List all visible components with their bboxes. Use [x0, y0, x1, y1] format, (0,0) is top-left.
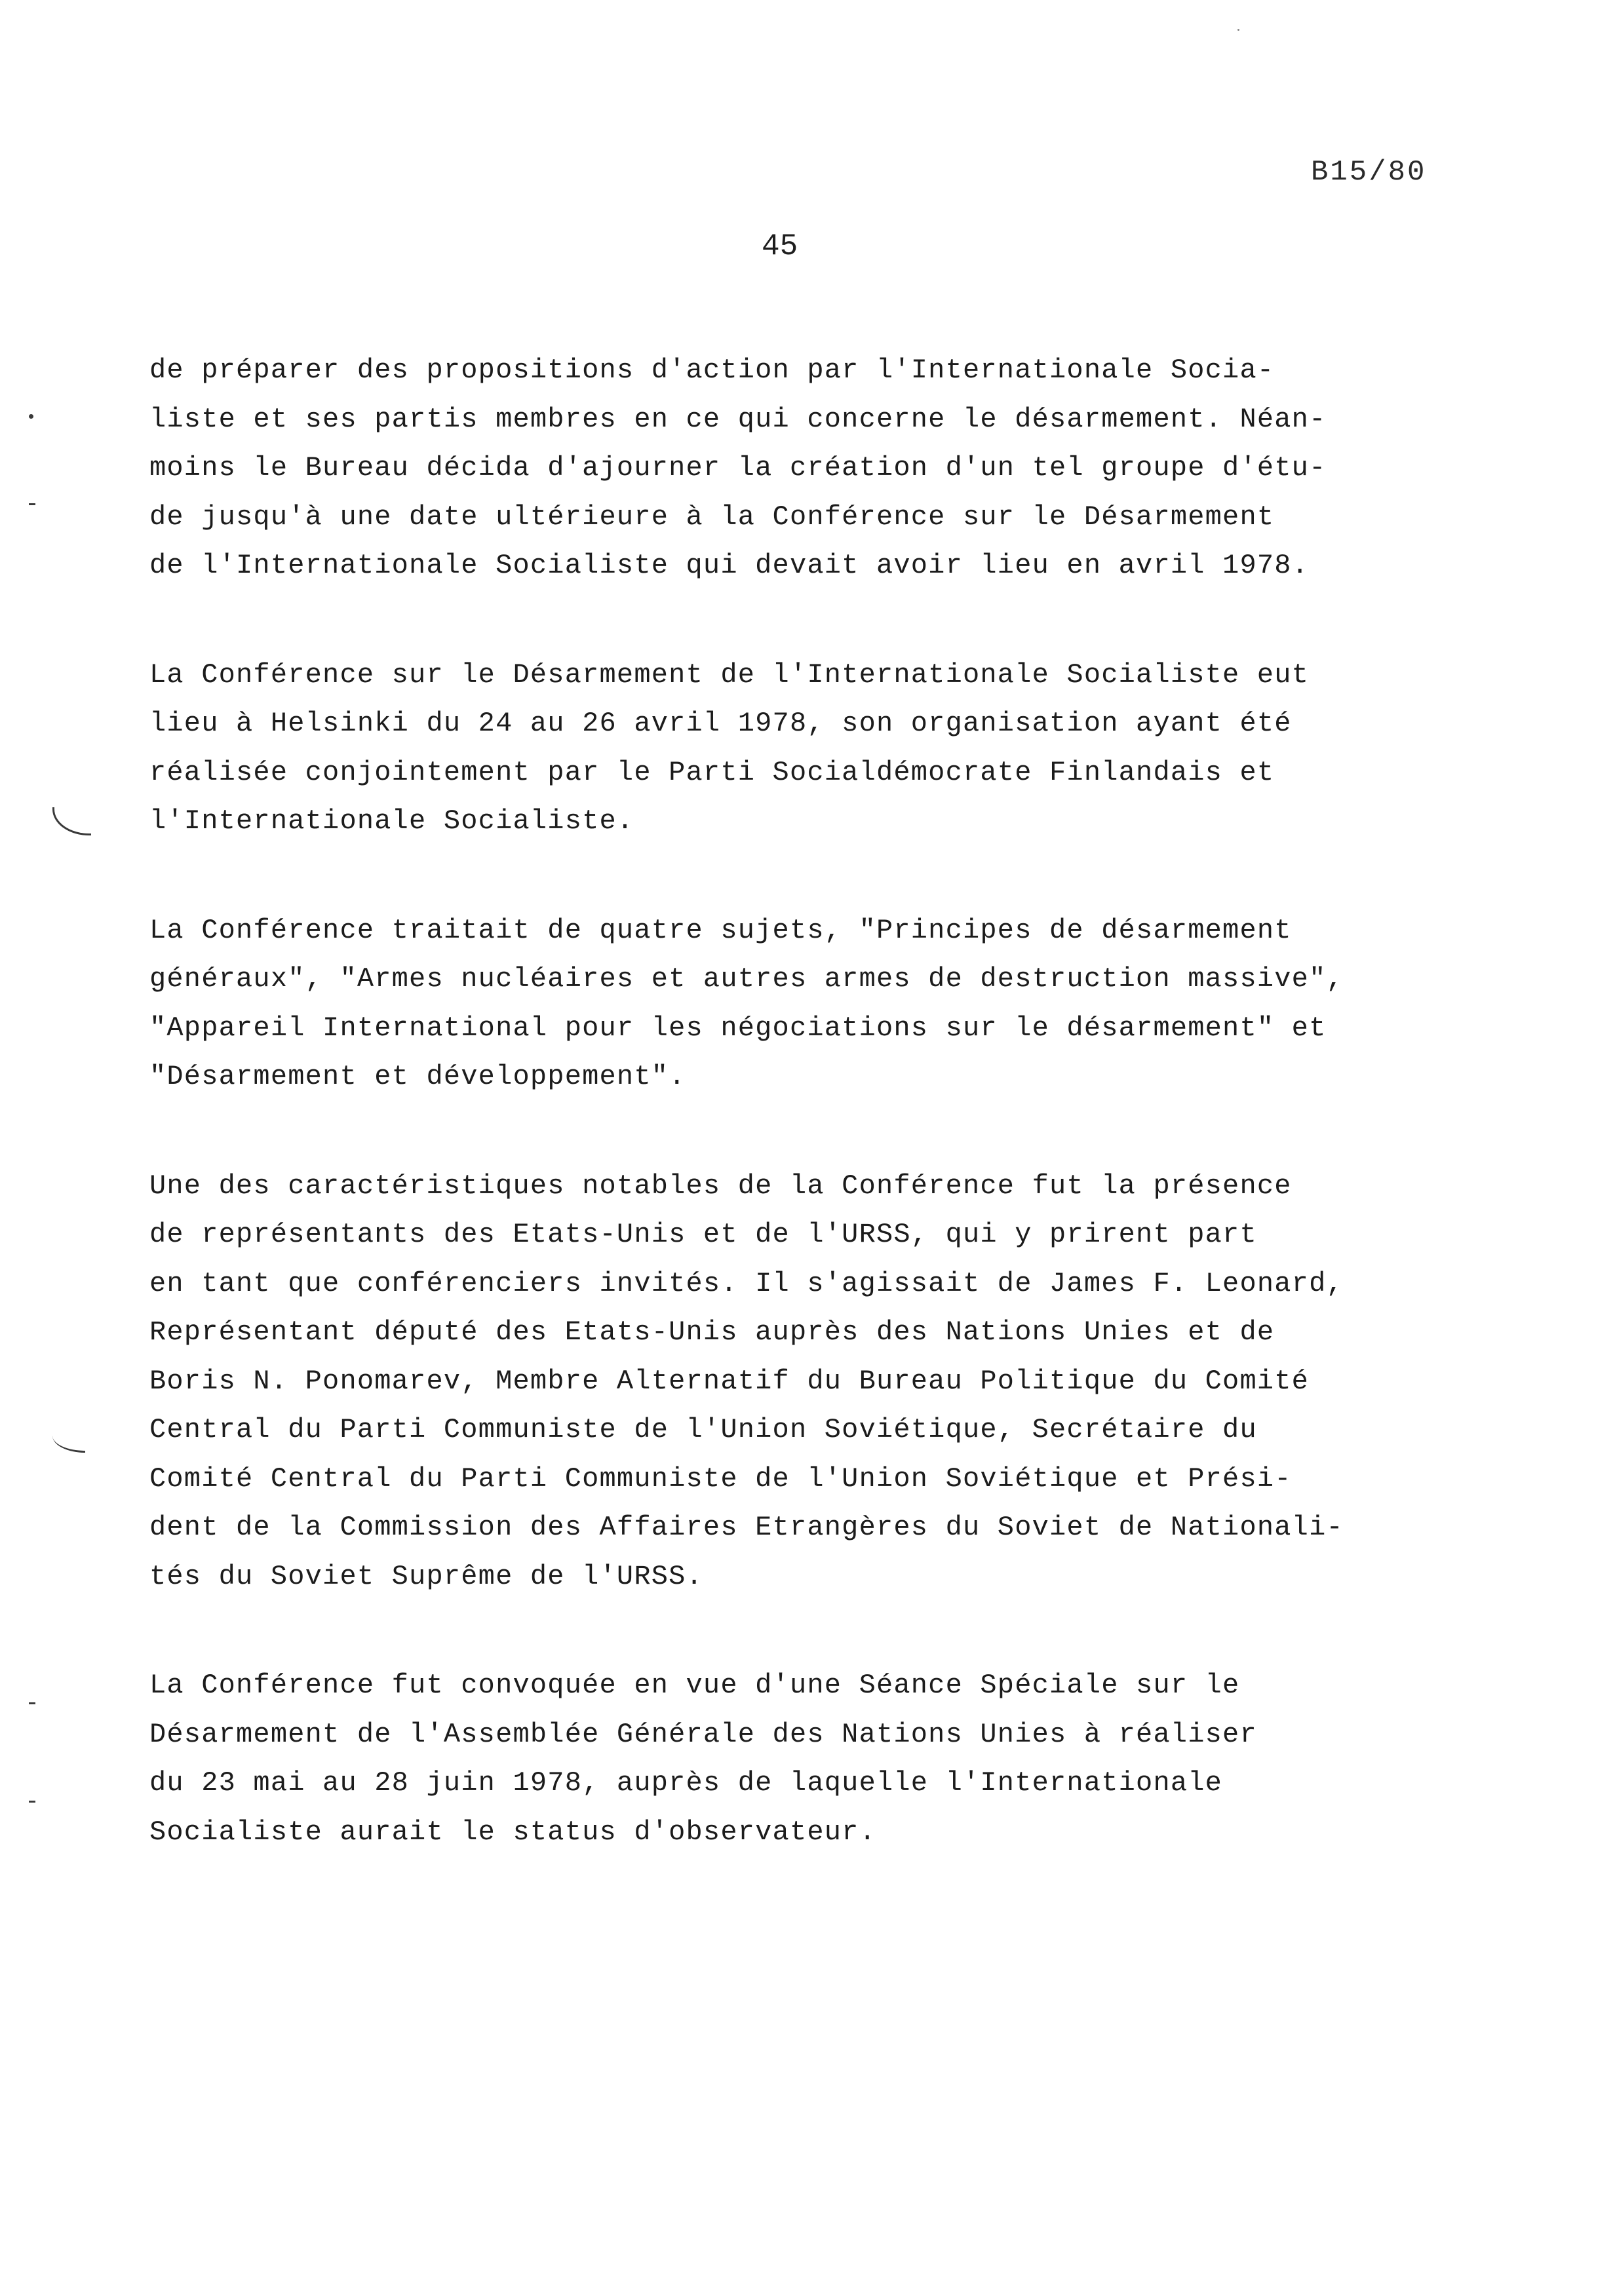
- margin-mark: [29, 1702, 35, 1704]
- paragraph: [149, 906, 1513, 1101]
- scan-speck: [1237, 29, 1239, 31]
- text-line: Socialiste aurait le status d'observateur.: [149, 1816, 876, 1848]
- text-line: moins le Bureau décida d'ajourner la création d'un tel groupe d'étu-: [149, 452, 1327, 484]
- paragraph: [149, 346, 1513, 590]
- text-line: de préparer des propositions d'action par l'Internationale Socia-: [149, 354, 1275, 386]
- text-line: lieu à Helsinki du 24 au 26 avril 1978, son organisation ayant été: [149, 708, 1292, 739]
- text-line: réalisée conjointement par le Parti Socialdémocrate Finlandais et: [149, 756, 1275, 788]
- text-line: de jusqu'à une date ultérieure à la Conférence sur le Désarmement: [149, 501, 1275, 533]
- paragraph: [149, 1661, 1513, 1856]
- text-line: La Conférence sur le Désarmement de l'Internationale Socialiste eut: [149, 659, 1310, 691]
- text-line: La Conférence traitait de quatre sujets, "Principes de désarmement: [149, 914, 1292, 946]
- text-line: Désarmement de l'Assemblée Générale des Nations Unies à réaliser: [149, 1718, 1257, 1750]
- text-line: du 23 mai au 28 juin 1978, auprès de laquelle l'Internationale: [149, 1767, 1223, 1799]
- text-line: dent de la Commission des Affaires Etrangères du Soviet de Nationali-: [149, 1512, 1344, 1543]
- paragraph: [149, 651, 1513, 846]
- text-line: Central du Parti Communiste de l'Union Soviétique, Secrétaire du: [149, 1414, 1257, 1445]
- text-line: Comité Central du Parti Communiste de l'Union Soviétique et Prési-: [149, 1463, 1292, 1495]
- text-line: de l'Internationale Socialiste qui devait avoir lieu en avril 1978.: [149, 550, 1310, 581]
- margin-mark: [29, 503, 35, 505]
- text-line: liste et ses partis membres en ce qui concerne le désarmement. Néan-: [149, 403, 1327, 435]
- text-line: tés du Soviet Suprême de l'URSS.: [149, 1560, 703, 1592]
- text-line: en tant que conférenciers invités. Il s'agissait de James F. Leonard,: [149, 1267, 1344, 1299]
- document-body: [149, 346, 1513, 1917]
- document-reference: B15/80: [1311, 156, 1427, 189]
- text-line: La Conférence fut convoquée en vue d'une Séance Spéciale sur le: [149, 1670, 1240, 1701]
- margin-bracket-mark: [52, 807, 91, 835]
- page-number: 45: [762, 229, 798, 263]
- text-line: Représentant député des Etats-Unis auprès des Nations Unies et de: [149, 1316, 1275, 1348]
- margin-mark: [29, 414, 33, 419]
- text-line: généraux", "Armes nucléaires et autres armes de destruction massive",: [149, 963, 1344, 995]
- margin-bracket-mark: [52, 1434, 85, 1453]
- text-line: Boris N. Ponomarev, Membre Alternatif du Bureau Politique du Comité: [149, 1365, 1310, 1397]
- text-line: de représentants des Etats-Unis et de l'URSS, qui y prirent part: [149, 1219, 1257, 1250]
- text-line: "Appareil International pour les négociations sur le désarmement" et: [149, 1012, 1327, 1044]
- text-line: "Désarmement et développement".: [149, 1061, 686, 1092]
- margin-mark: [29, 1801, 35, 1803]
- paragraph: [149, 1162, 1513, 1601]
- text-line: l'Internationale Socialiste.: [149, 805, 634, 837]
- text-line: Une des caractéristiques notables de la Conférence fut la présence: [149, 1170, 1292, 1202]
